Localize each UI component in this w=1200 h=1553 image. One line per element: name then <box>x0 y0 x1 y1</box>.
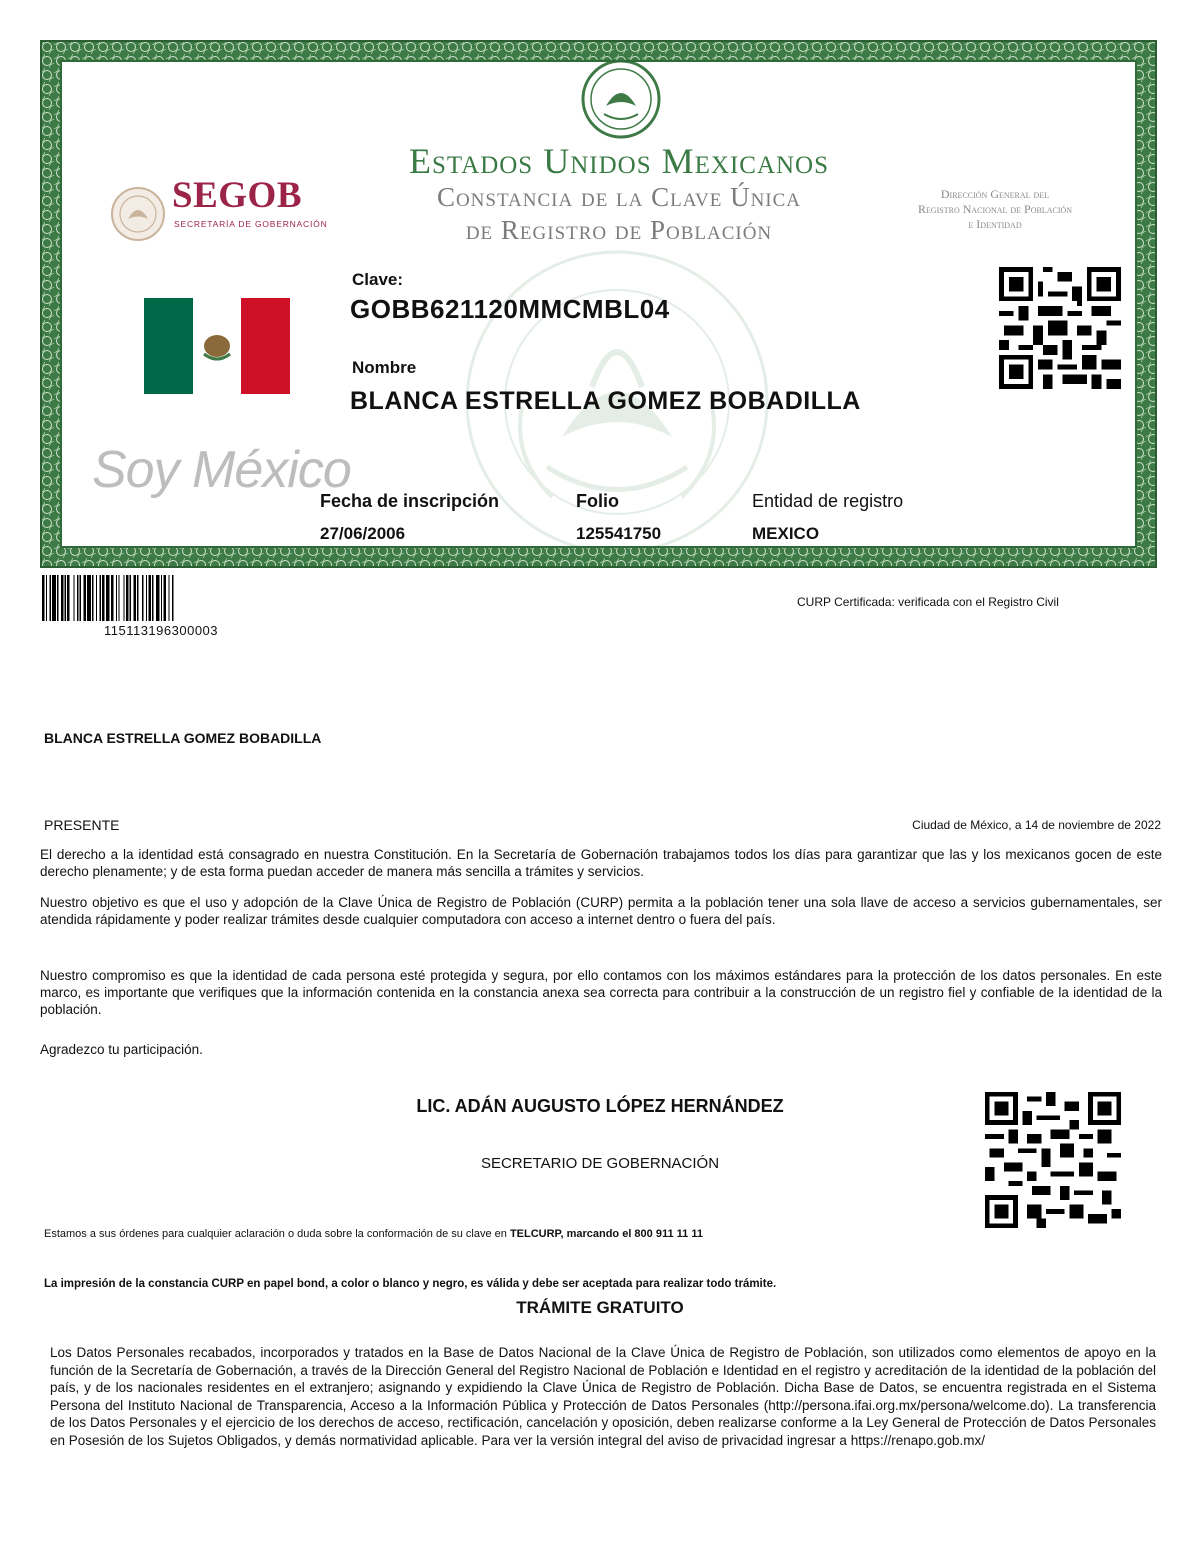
folio-label: Folio <box>576 491 619 511</box>
letter-paragraph-4: Agradezco tu participación. <box>40 1042 203 1057</box>
telcurp-phone: TELCURP, marcando el 800 911 11 11 <box>509 1228 703 1240</box>
folio-value: 125541750 <box>576 524 662 543</box>
title-line-1: Constancia de la Clave Única <box>436 182 802 212</box>
segob-seal-icon <box>110 186 166 242</box>
tramite-gratuito: TRÁMITE GRATUITO <box>516 1298 684 1317</box>
letter-paragraph-3: Nuestro compromiso es que la identidad de cada persona esté protegida y segura, por ello contamos con los máximos estándares para la protección de los datos personales. En este marco, es importante que verifiques que la información contenida en la constancia anexa sea correcta para contribuir a la construcción de un registro fiel y confiable de la identidad de la población. <box>40 968 1162 1017</box>
entidad-registro-label: Entidad de registro <box>752 491 904 511</box>
clave-label: Clave: <box>352 270 404 289</box>
signer-name: LIC. ADÁN AUGUSTO LÓPEZ HERNÁNDEZ <box>416 1096 784 1116</box>
direccion-line-3: e Identidad <box>968 217 1022 231</box>
privacy-notice: Los Datos Personales recabados, incorporados y tratados en la Base de Datos Nacional de la Clave Única de Registro de Población, son utilizados como elementos de apoyo en la función de la Secretaría de Gobernación, a través de la Dirección General del Registro Nacional de Población e Identidad en el registro y acreditación de la identidad de la población del país, y de los nacionales residentes en el extranjero; asignando y expidiendo la Clave Única de Registro de Población. Dicha Base de Datos, se encuentra registrada en el Sistema Persona del Instituto Nacional de Transparencia, Acceso a la Información Pública y Protección de Datos Personales (http://persona.ifai.org.mx/persona/welcome.do). La transferencia de los Datos Personales y el ejercicio de los derechos de acceso, rectificación, cancelación y oposición, deben realizarse conforme a la Ley General de Protección de Datos Personales en Posesión de los Sujetos Obligados, y demás normatividad aplicable. Para ver la versión integral del aviso de privacidad ingresar a https://renapo.gob.mx/ <box>50 1345 1156 1448</box>
mexican-flag-icon <box>144 298 290 394</box>
direccion-general-block <box>879 187 1111 232</box>
nombre-value: BLANCA ESTRELLA GOMEZ BOBADILLA <box>350 387 861 415</box>
curp-certificada-note: CURP Certificada: verificada con el Registro Civil <box>797 595 1059 609</box>
letter-paragraph-2: Nuestro objetivo es que el uso y adopción de la Clave Única de Registro de Población (CURP) permita a la población tener una sola llave de acceso a servicios gubernamentales, ser atendida rápidamente y poder realizar trámites desde cualquier computadora con acceso a internet dentro o fuera del país. <box>40 895 1162 927</box>
letter-place-date: Ciudad de México, a 14 de noviembre de 2022 <box>912 818 1161 832</box>
national-seal-icon <box>580 60 662 140</box>
qr-code-icon <box>985 1092 1121 1228</box>
certificate-body <box>60 60 1137 548</box>
fecha-inscripcion-label: Fecha de inscripción <box>320 491 500 511</box>
entidad-registro-value: MEXICO <box>752 524 820 543</box>
barcode-icon <box>42 575 280 621</box>
letter-presente: PRESENTE <box>44 817 120 833</box>
letter-recipient: BLANCA ESTRELLA GOMEZ BOBADILLA <box>44 730 322 746</box>
letter-paragraph-1: El derecho a la identidad está consagrado en nuestra Constitución. En la Secretaría de Gobernación trabajamos todos los días para garantizar que las y los mexicanos gocen de este derecho plenamente; y de esta forma puedan acceder de manera más sencilla a trámites y servicios. <box>40 847 1162 879</box>
segob-logo-subtitle: SECRETARÍA DE GOBERNACIÓN <box>174 219 328 229</box>
clave-value: GOBB621120MMCMBL04 <box>350 294 670 324</box>
impresion-note: La impresión de la constancia CURP en papel bond, a color o blanco y negro, es válida y debe ser aceptada para realizar todo trámite. <box>44 1278 777 1290</box>
direccion-line-2: Registro Nacional de Población <box>917 202 1073 216</box>
slogan-soy-mexico: Soy México <box>92 441 351 499</box>
nombre-label: Nombre <box>352 358 417 377</box>
signer-title: SECRETARIO DE GOBERNACIÓN <box>480 1155 720 1172</box>
fecha-inscripcion-value: 27/06/2006 <box>320 524 406 543</box>
telcurp-note-text: Estamos a sus órdenes para cualquier aclaración o duda sobre la conformación de su clave en <box>44 1228 510 1240</box>
qr-code-icon <box>999 267 1121 389</box>
title-country: Estados Unidos Mexicanos <box>408 141 830 181</box>
segob-logo-text: SEGOB <box>172 175 302 216</box>
barcode-number: 115113196300003 <box>103 623 219 638</box>
direccion-line-1: Dirección General del <box>940 187 1050 201</box>
curp-certificate <box>40 40 1157 568</box>
telcurp-note <box>44 1228 703 1240</box>
title-line-2: de Registro de Población <box>465 215 773 245</box>
